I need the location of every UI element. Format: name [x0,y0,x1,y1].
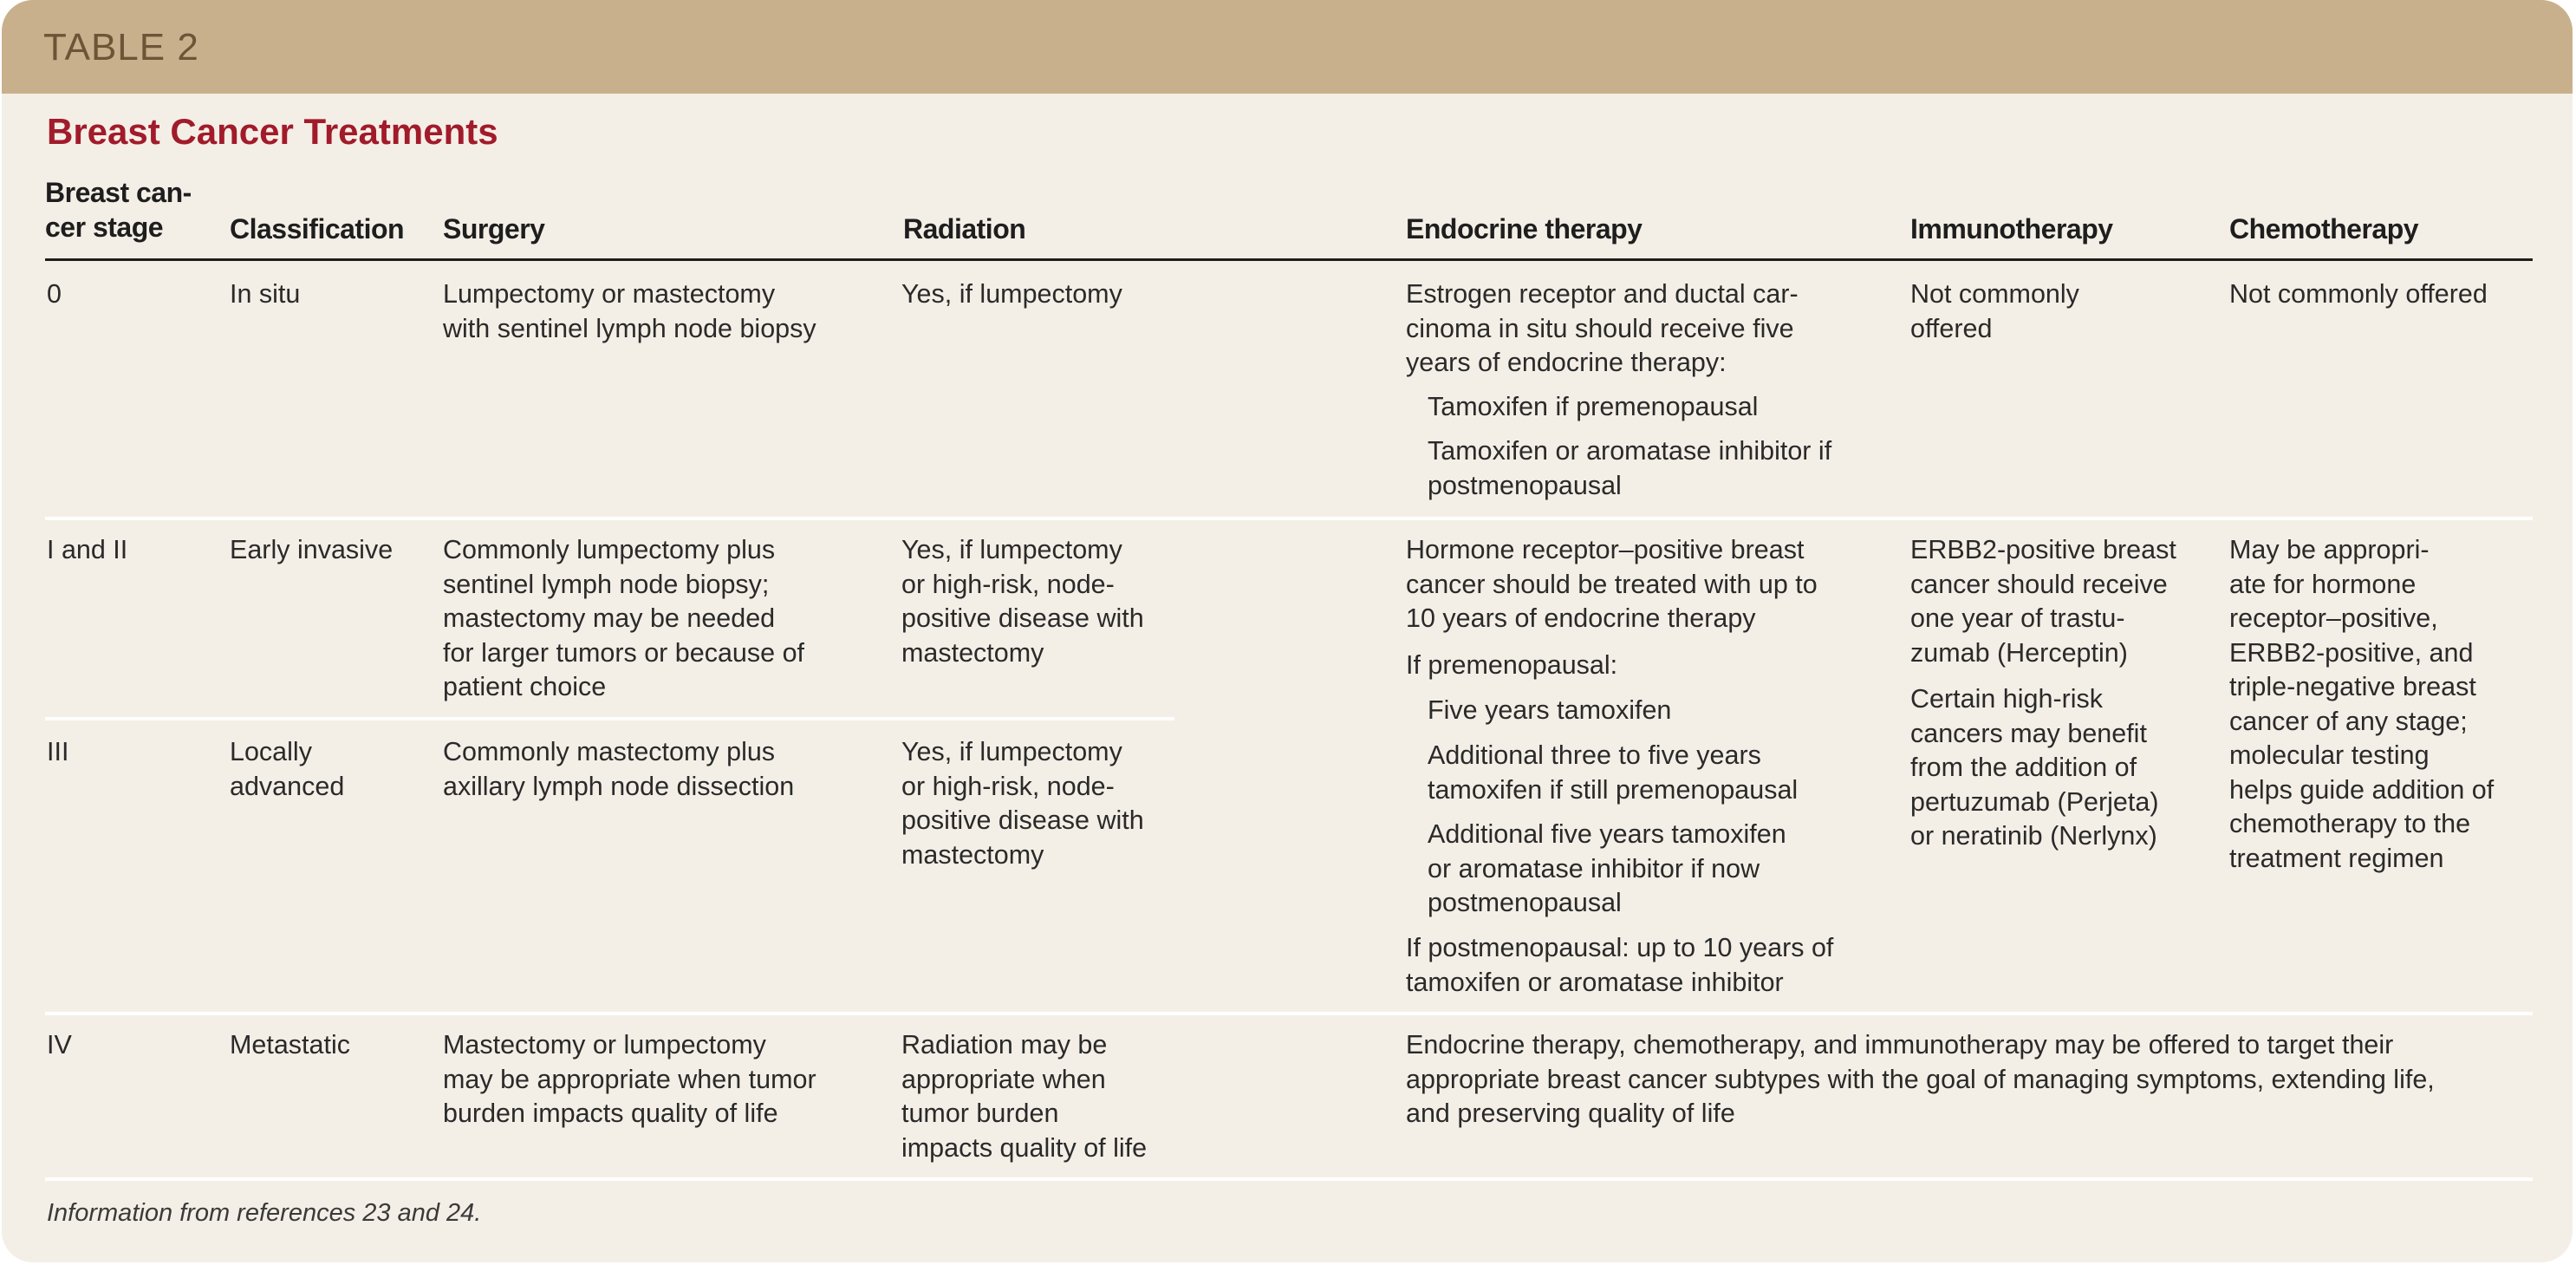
row-divider [45,1012,2533,1015]
header-chemotherapy: Chemotherapy [2229,213,2419,245]
row0-stage: 0 [47,279,62,309]
row0-radiation: Yes, if lumpectomy [901,279,1122,309]
row0-surgery: Lumpectomy or mastectomy with sentinel lymph node biopsy [443,279,816,343]
row0-endocrine-item: Tamoxifen if premenopausal [1428,392,1759,421]
invasive-endocrine-postmenopausal: If postmenopausal: up to 10 years of tamoxifen or aromatase inhibitor [1406,933,1834,997]
table-title: Breast Cancer Treatments [47,111,498,152]
row-divider [45,717,1174,721]
table-number-label: TABLE 2 [43,26,199,68]
row4-radiation: Radiation may be appropriate when tumor burden impacts quality of life [901,1030,1148,1163]
invasive-endocrine-premenopausal: If premenopausal: [1406,650,1618,680]
row3-stage: III [47,737,69,766]
invasive-endocrine-intro: Hormone receptor–positive breast cancer should be treated with up to 10 years of endocrine therapy [1406,535,1818,633]
invasive-immunotherapy-erbb2: ERBB2-positive breast cancer should receive one year of trastu- zumab (Herceptin) [1910,535,2176,668]
header-classification: Classification [230,213,405,245]
header-surgery: Surgery [443,213,545,245]
row3-radiation: Yes, if lumpectomy or high-risk, node- positive disease with mastectomy [901,737,1144,870]
row3-surgery: Commonly mastectomy plus axillary lymph node dissection [443,737,795,801]
header-immunotherapy: Immunotherapy [1910,213,2113,245]
row12-classification: Early invasive [230,535,394,564]
row12-surgery: Commonly lumpectomy plus sentinel lymph node biopsy; mastectomy may be needed for larger tumors or because of patient choice [443,535,805,701]
header-rule [45,258,2533,261]
footnote: Information from references 23 and 24. [47,1199,482,1227]
header-radiation: Radiation [903,213,1026,245]
row-divider [45,517,2533,520]
header-endocrine: Endocrine therapy [1406,213,1643,245]
row0-classification: In situ [230,279,301,309]
row4-systemic-therapy: Endocrine therapy, chemotherapy, and immunotherapy may be offered to target their appropriate breast cancer subtypes with the goal of managing symptoms, extending life, and preserving quality of life [1406,1030,2435,1128]
table-card [2,0,2573,1262]
row0-endocrine-item: Tamoxifen or aromatase inhibitor if postmenopausal [1428,436,1832,500]
row12-radiation: Yes, if lumpectomy or high-risk, node- positive disease with mastectomy [901,535,1144,668]
row12-stage: I and II [47,535,128,564]
invasive-endocrine-item: Additional three to five years tamoxifen if still premenopausal [1428,740,1799,805]
row0-immunotherapy: Not commonly offered [1910,279,2079,343]
invasive-immunotherapy-high-risk: Certain high-risk cancers may benefit from the addition of pertuzumab (Perjeta) or neratinib (Nerlynx) [1910,684,2159,851]
row-divider [45,1177,2533,1181]
invasive-endocrine-item: Five years tamoxifen [1428,695,1672,725]
row0-chemotherapy: Not commonly offered [2229,279,2488,309]
row0-endocrine-intro: Estrogen receptor and ductal car- cinoma in situ should receive five years of endocrine therapy: [1406,279,1799,377]
invasive-endocrine-item: Additional five years tamoxifen or aromatase inhibitor if now postmenopausal [1428,819,1786,917]
row4-stage: IV [47,1030,72,1060]
row4-surgery: Mastectomy or lumpectomy may be appropriate when tumor burden impacts quality of life [443,1030,816,1128]
invasive-chemotherapy: May be appropri- ate for hormone receptor–positive, ERBB2-positive, and triple-negative breast cancer of any stage; molecular testing helps guide addition of chemotherapy to the treatment regimen [2229,535,2495,873]
header-stage: Breast can- cer stage [45,177,192,243]
row4-classification: Metastatic [230,1030,350,1060]
row3-classification: Locally advanced [230,737,345,801]
treatment-table [2,0,2573,1262]
